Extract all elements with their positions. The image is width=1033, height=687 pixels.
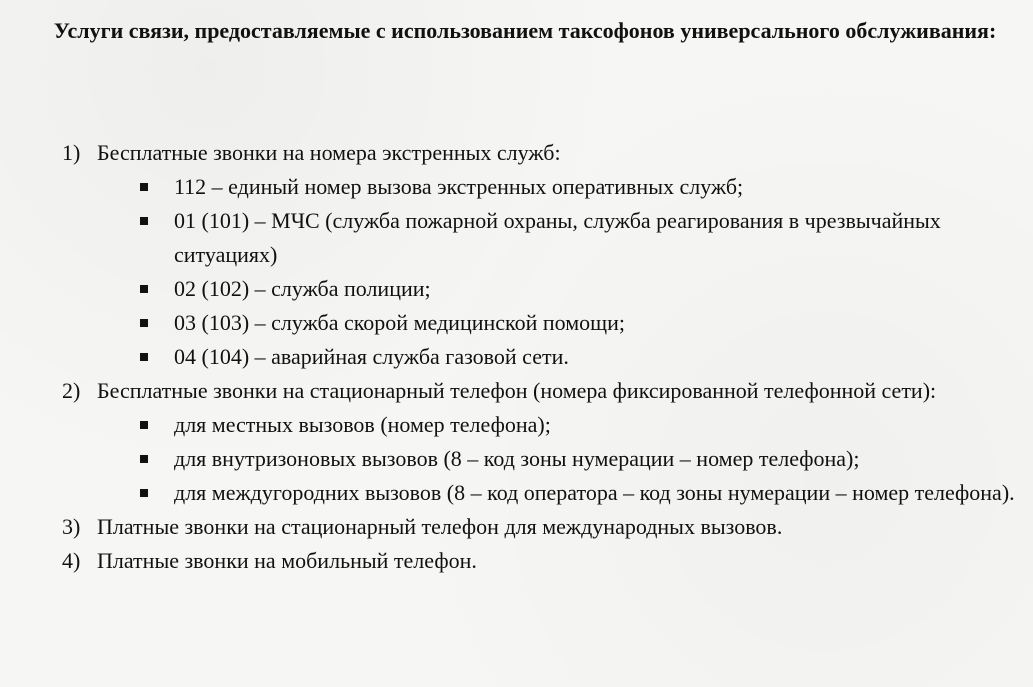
item-number: 1): [62, 140, 81, 165]
sub-item-text: 02 (102) – служба полиции;: [174, 276, 431, 301]
sub-item-text: для внутризоновых вызовов (8 – код зоны нумерации – номер телефона);: [174, 446, 860, 471]
list-item-2: [62, 374, 1027, 408]
sub-item: [62, 306, 1027, 340]
item-number: 4): [62, 548, 81, 573]
item-text: Платные звонки на стационарный телефон для международных вызовов.: [97, 514, 783, 539]
sub-item: [62, 204, 1027, 272]
square-bullet-icon: [140, 285, 148, 293]
item-text: Бесплатные звонки на номера экстренных служб:: [97, 140, 561, 165]
sub-item-text: для местных вызовов (номер телефона);: [174, 412, 551, 437]
square-bullet-icon: [140, 455, 148, 463]
sub-item: [62, 340, 1027, 374]
sub-item: [62, 476, 1027, 510]
square-bullet-icon: [140, 217, 148, 225]
item-text: Бесплатные звонки на стационарный телефон (номера фиксированной телефонной сети):: [97, 378, 937, 403]
sub-item-text: 04 (104) – аварийная служба газовой сети.: [174, 344, 569, 369]
sub-item: [62, 442, 1027, 476]
square-bullet-icon: [140, 353, 148, 361]
item-text: Платные звонки на мобильный телефон.: [97, 548, 477, 573]
sub-item-text: 112 – единый номер вызова экстренных оперативных служб;: [174, 174, 744, 199]
sub-item: [62, 272, 1027, 306]
list-item-4: [62, 544, 1027, 578]
square-bullet-icon: [140, 489, 148, 497]
sub-item: [62, 170, 1027, 204]
sub-item: [62, 408, 1027, 442]
item-number: 2): [62, 378, 81, 403]
document-title: Услуги связи, предоставляемые с использованием таксофонов универсального обслуживания:: [53, 18, 997, 43]
list-item-3: [62, 510, 1027, 544]
list-item-1: [62, 136, 1027, 170]
square-bullet-icon: [140, 421, 148, 429]
item-number: 3): [62, 514, 81, 539]
sub-item-text: для междугородних вызовов (8 – код оператора – код зоны нумерации – номер телефона).: [174, 480, 1015, 505]
services-list: [62, 136, 1027, 578]
square-bullet-icon: [140, 319, 148, 327]
sub-item-text: 01 (101) – МЧС (служба пожарной охраны, служба реагирования в чрезвычайных ситуациях): [174, 208, 941, 267]
square-bullet-icon: [140, 183, 148, 191]
sub-item-text: 03 (103) – служба скорой медицинской помощи;: [174, 310, 625, 335]
